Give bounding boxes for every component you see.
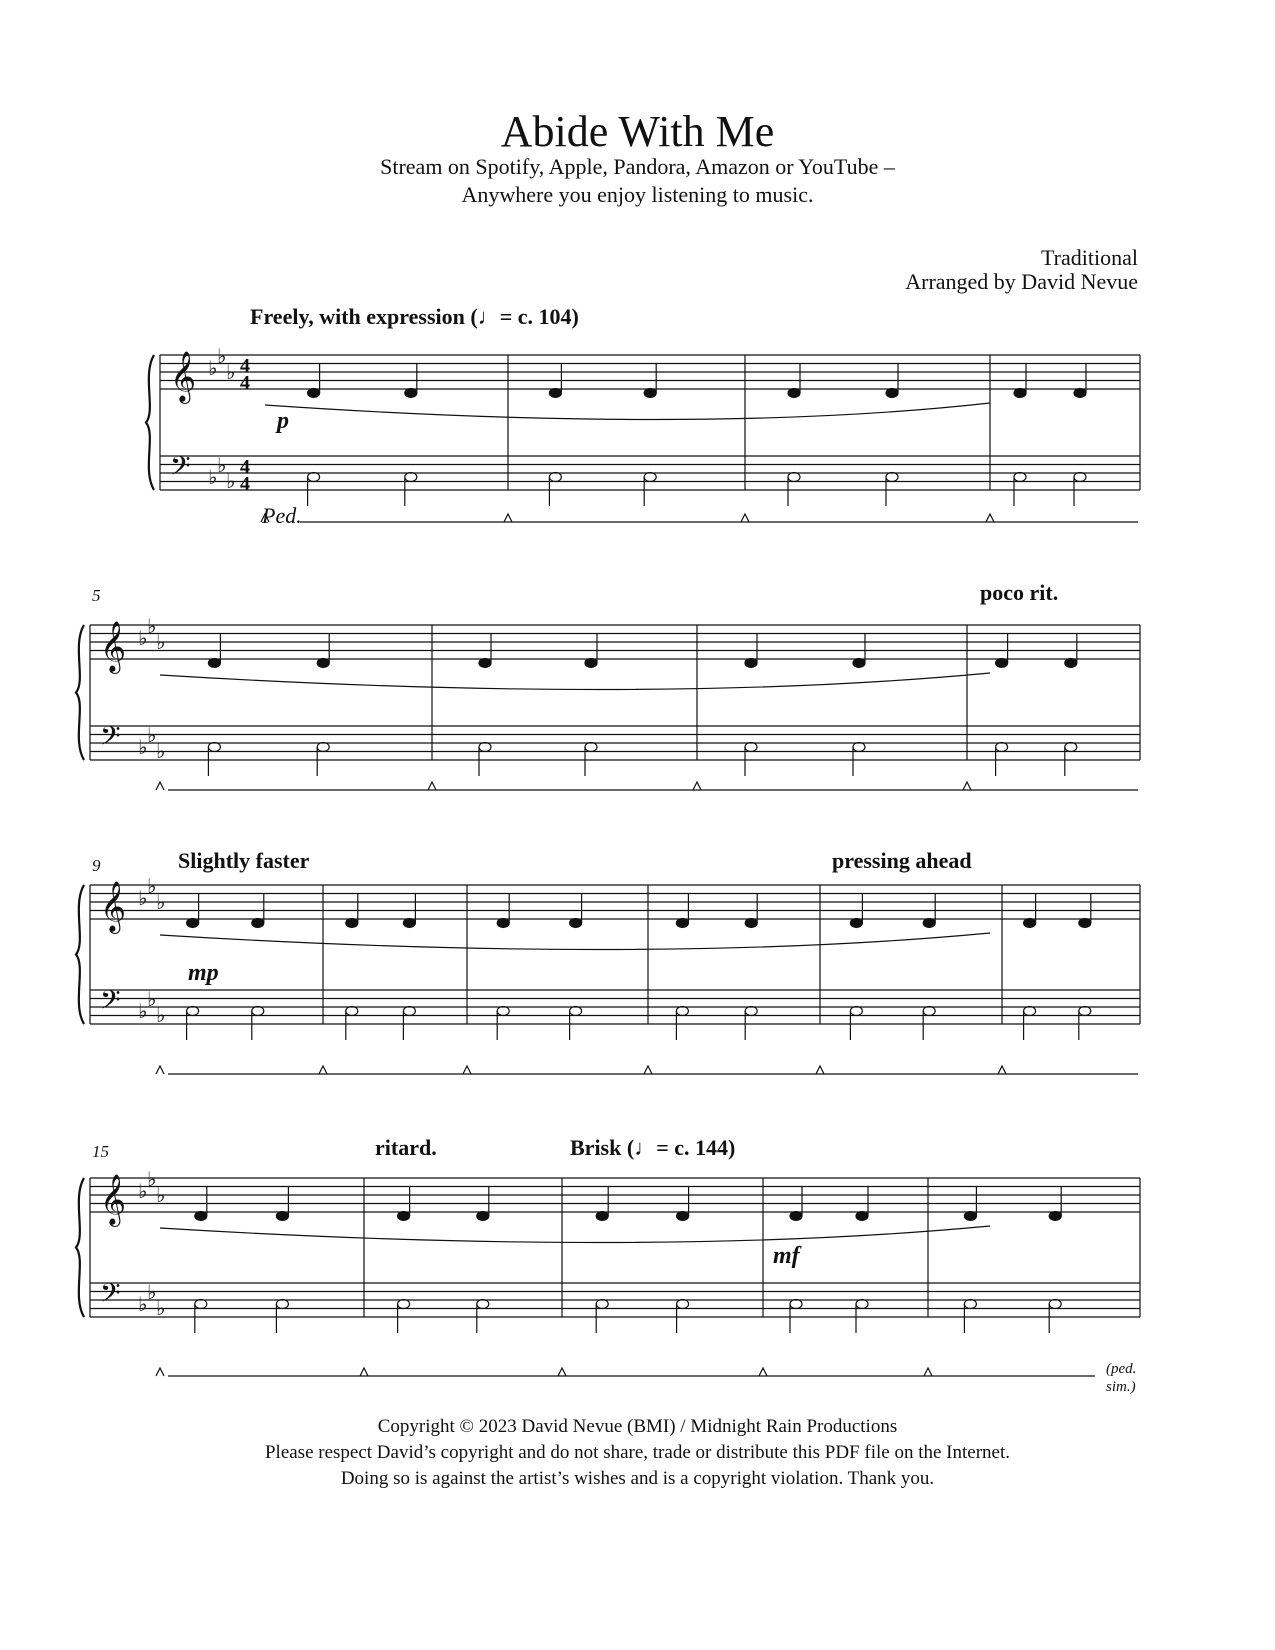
bass-clef-icon: 𝄢 bbox=[100, 720, 121, 758]
treble-note bbox=[790, 1212, 802, 1221]
bass-note bbox=[853, 743, 865, 752]
treble-note bbox=[477, 1212, 489, 1221]
bass-note bbox=[208, 743, 220, 752]
bass-clef-icon: 𝄢 bbox=[100, 1277, 121, 1315]
treble-clef-icon: 𝄞 bbox=[170, 351, 197, 402]
quarter-note-icon: ♩ bbox=[477, 304, 500, 329]
pedal-change-icon bbox=[558, 1368, 566, 1376]
pedal-change-icon bbox=[924, 1368, 932, 1376]
treble-note bbox=[1049, 1212, 1061, 1221]
flat-icon: ♭ bbox=[138, 1294, 148, 1316]
bass-note bbox=[403, 1007, 415, 1016]
pedal-change-icon bbox=[319, 1066, 327, 1074]
flat-icon: ♭ bbox=[138, 628, 148, 650]
treble-note bbox=[195, 1212, 207, 1221]
treble-note bbox=[886, 389, 898, 398]
treble-note bbox=[1014, 389, 1026, 398]
pedal-change-icon bbox=[360, 1368, 368, 1376]
treble-note bbox=[1079, 919, 1091, 928]
bass-note bbox=[195, 1300, 207, 1309]
treble-clef-icon: 𝄞 bbox=[100, 1174, 127, 1225]
treble-note bbox=[853, 659, 865, 668]
arranger: Arranged by David Nevue bbox=[905, 269, 1138, 294]
bass-note bbox=[790, 1300, 802, 1309]
bass-note bbox=[1074, 473, 1086, 482]
time-signature: 4 bbox=[240, 456, 250, 478]
dynamic-mp: mp bbox=[188, 960, 219, 986]
bass-clef-icon: 𝄢 bbox=[170, 450, 191, 488]
bass-note bbox=[398, 1300, 410, 1309]
copyright-warning: Doing so is against the artist’s wishes and is a copyright violation. Thank you. bbox=[340, 1468, 935, 1489]
bass-note bbox=[996, 743, 1008, 752]
treble-note bbox=[479, 659, 491, 668]
time-signature: 4 bbox=[240, 355, 250, 377]
flat-icon: ♭ bbox=[147, 725, 157, 747]
flat-icon: ♭ bbox=[156, 741, 166, 763]
slur bbox=[160, 1226, 990, 1243]
slur bbox=[265, 403, 990, 420]
bass-note bbox=[1049, 1300, 1061, 1309]
treble-note bbox=[745, 659, 757, 668]
flat-icon: ♭ bbox=[147, 989, 157, 1011]
bass-note bbox=[477, 1300, 489, 1309]
time-signature: 4 bbox=[240, 473, 250, 495]
flat-icon: ♭ bbox=[147, 616, 157, 638]
treble-note bbox=[208, 659, 220, 668]
pedal-change-icon bbox=[644, 1066, 652, 1074]
brace bbox=[76, 1178, 84, 1317]
treble-clef-icon: 𝄞 bbox=[100, 881, 127, 932]
copyright-line: Copyright © 2023 David Nevue (BMI) / Midnight Rain Productions bbox=[377, 1416, 898, 1437]
bass-note bbox=[346, 1007, 358, 1016]
bass-note bbox=[1014, 473, 1026, 482]
tempo-text: Brisk ( bbox=[570, 1135, 635, 1160]
pressing-ahead-direction: pressing ahead bbox=[832, 848, 972, 873]
dynamic-p: p bbox=[277, 408, 289, 434]
bass-note bbox=[187, 1007, 199, 1016]
ritard-direction: ritard. bbox=[375, 1135, 437, 1160]
pedal-change-icon bbox=[741, 514, 749, 522]
treble-note bbox=[585, 659, 597, 668]
flat-icon: ♭ bbox=[217, 455, 227, 477]
pedal-change-icon bbox=[816, 1066, 824, 1074]
subtitle-line-1: Stream on Spotify, Apple, Pandora, Amazon or YouTube – bbox=[380, 154, 895, 179]
treble-note bbox=[1024, 919, 1036, 928]
treble-note bbox=[1074, 389, 1086, 398]
pedal-change-icon bbox=[261, 514, 269, 522]
bass-note bbox=[856, 1300, 868, 1309]
flat-icon: ♭ bbox=[147, 1169, 157, 1191]
bass-note bbox=[308, 473, 320, 482]
flat-icon: ♭ bbox=[217, 346, 227, 368]
flat-icon: ♭ bbox=[208, 467, 218, 489]
tempo-value: = c. 104) bbox=[499, 304, 579, 329]
treble-note bbox=[964, 1212, 976, 1221]
flat-icon: ♭ bbox=[147, 1282, 157, 1304]
bass-note bbox=[479, 743, 491, 752]
pedal-change-icon bbox=[693, 782, 701, 790]
flat-icon: ♭ bbox=[156, 1005, 166, 1027]
measure-number: 15 bbox=[92, 1142, 109, 1161]
quarter-note-icon: ♩ bbox=[634, 1135, 657, 1160]
bass-note bbox=[1079, 1007, 1091, 1016]
treble-clef-icon: 𝄞 bbox=[100, 621, 127, 672]
bass-note bbox=[405, 473, 417, 482]
bass-note bbox=[596, 1300, 608, 1309]
copyright-notice: Please respect David’s copyright and do not share, trade or distribute this PDF file on the Internet. bbox=[264, 1442, 1011, 1463]
bass-note bbox=[276, 1300, 288, 1309]
treble-note bbox=[346, 919, 358, 928]
bass-note bbox=[252, 1007, 264, 1016]
pedal-change-icon bbox=[759, 1368, 767, 1376]
pedal-simile: (ped. sim.) bbox=[1106, 1361, 1137, 1395]
flat-icon: ♭ bbox=[156, 1298, 166, 1320]
bass-note bbox=[886, 473, 898, 482]
treble-note bbox=[549, 389, 561, 398]
treble-note bbox=[403, 919, 415, 928]
treble-note bbox=[856, 1212, 868, 1221]
pedal-change-icon bbox=[156, 782, 164, 790]
treble-note bbox=[745, 919, 757, 928]
pedal-mark: Ped. bbox=[262, 503, 302, 528]
treble-note bbox=[996, 659, 1008, 668]
treble-note bbox=[405, 389, 417, 398]
page-title: Abide With Me bbox=[500, 107, 775, 156]
pedal-change-icon bbox=[504, 514, 512, 522]
treble-note bbox=[308, 389, 320, 398]
flat-icon: ♭ bbox=[226, 471, 236, 493]
treble-note bbox=[644, 389, 656, 398]
pedal-change-icon bbox=[463, 1066, 471, 1074]
flat-icon: ♭ bbox=[138, 737, 148, 759]
flat-icon: ♭ bbox=[156, 632, 166, 654]
measure-number: 5 bbox=[92, 586, 101, 605]
bass-note bbox=[788, 473, 800, 482]
pedal-change-icon bbox=[156, 1368, 164, 1376]
tempo-value: = c. 144) bbox=[656, 1135, 736, 1160]
treble-note bbox=[596, 1212, 608, 1221]
pedal-change-icon bbox=[156, 1066, 164, 1074]
brace bbox=[76, 885, 84, 1024]
brace bbox=[76, 625, 84, 760]
flat-icon: ♭ bbox=[156, 892, 166, 914]
pedal-change-icon bbox=[428, 782, 436, 790]
time-signature: 4 bbox=[240, 372, 250, 394]
slightly-faster-direction: Slightly faster bbox=[178, 848, 310, 873]
flat-icon: ♭ bbox=[208, 358, 218, 380]
pedal-change-icon bbox=[986, 514, 994, 522]
pedal-change-icon bbox=[963, 782, 971, 790]
treble-note bbox=[317, 659, 329, 668]
treble-note bbox=[676, 919, 688, 928]
dynamic-mf: mf bbox=[773, 1243, 800, 1269]
flat-icon: ♭ bbox=[147, 876, 157, 898]
slur bbox=[160, 933, 990, 950]
flat-icon: ♭ bbox=[156, 1185, 166, 1207]
slur bbox=[160, 673, 990, 690]
flat-icon: ♭ bbox=[138, 888, 148, 910]
treble-note bbox=[570, 919, 582, 928]
bass-note bbox=[850, 1007, 862, 1016]
treble-note bbox=[850, 919, 862, 928]
bass-note bbox=[1024, 1007, 1036, 1016]
brace bbox=[146, 355, 154, 490]
subtitle-line-2: Anywhere you enjoy listening to music. bbox=[461, 182, 814, 207]
treble-note bbox=[252, 919, 264, 928]
flat-icon: ♭ bbox=[138, 1001, 148, 1023]
bass-note bbox=[677, 1300, 689, 1309]
treble-note bbox=[677, 1212, 689, 1221]
bass-note bbox=[497, 1007, 509, 1016]
bass-note bbox=[745, 1007, 757, 1016]
pedal-change-icon bbox=[998, 1066, 1006, 1074]
measure-number: 9 bbox=[92, 856, 101, 875]
tempo-text: Freely, with expression ( bbox=[250, 304, 478, 329]
bass-note bbox=[923, 1007, 935, 1016]
flat-icon: ♭ bbox=[138, 1181, 148, 1203]
bass-note bbox=[1065, 743, 1077, 752]
bass-note bbox=[644, 473, 656, 482]
flat-icon: ♭ bbox=[226, 362, 236, 384]
treble-note bbox=[276, 1212, 288, 1221]
bass-note bbox=[549, 473, 561, 482]
bass-note bbox=[964, 1300, 976, 1309]
treble-note bbox=[497, 919, 509, 928]
treble-note bbox=[788, 389, 800, 398]
treble-note bbox=[923, 919, 935, 928]
bass-note bbox=[317, 743, 329, 752]
bass-clef-icon: 𝄢 bbox=[100, 984, 121, 1022]
treble-note bbox=[1065, 659, 1077, 668]
bass-note bbox=[745, 743, 757, 752]
composer: Traditional bbox=[1041, 245, 1138, 270]
bass-note bbox=[570, 1007, 582, 1016]
treble-note bbox=[398, 1212, 410, 1221]
poco-rit-direction: poco rit. bbox=[980, 580, 1059, 605]
bass-note bbox=[676, 1007, 688, 1016]
bass-note bbox=[585, 743, 597, 752]
treble-note bbox=[187, 919, 199, 928]
